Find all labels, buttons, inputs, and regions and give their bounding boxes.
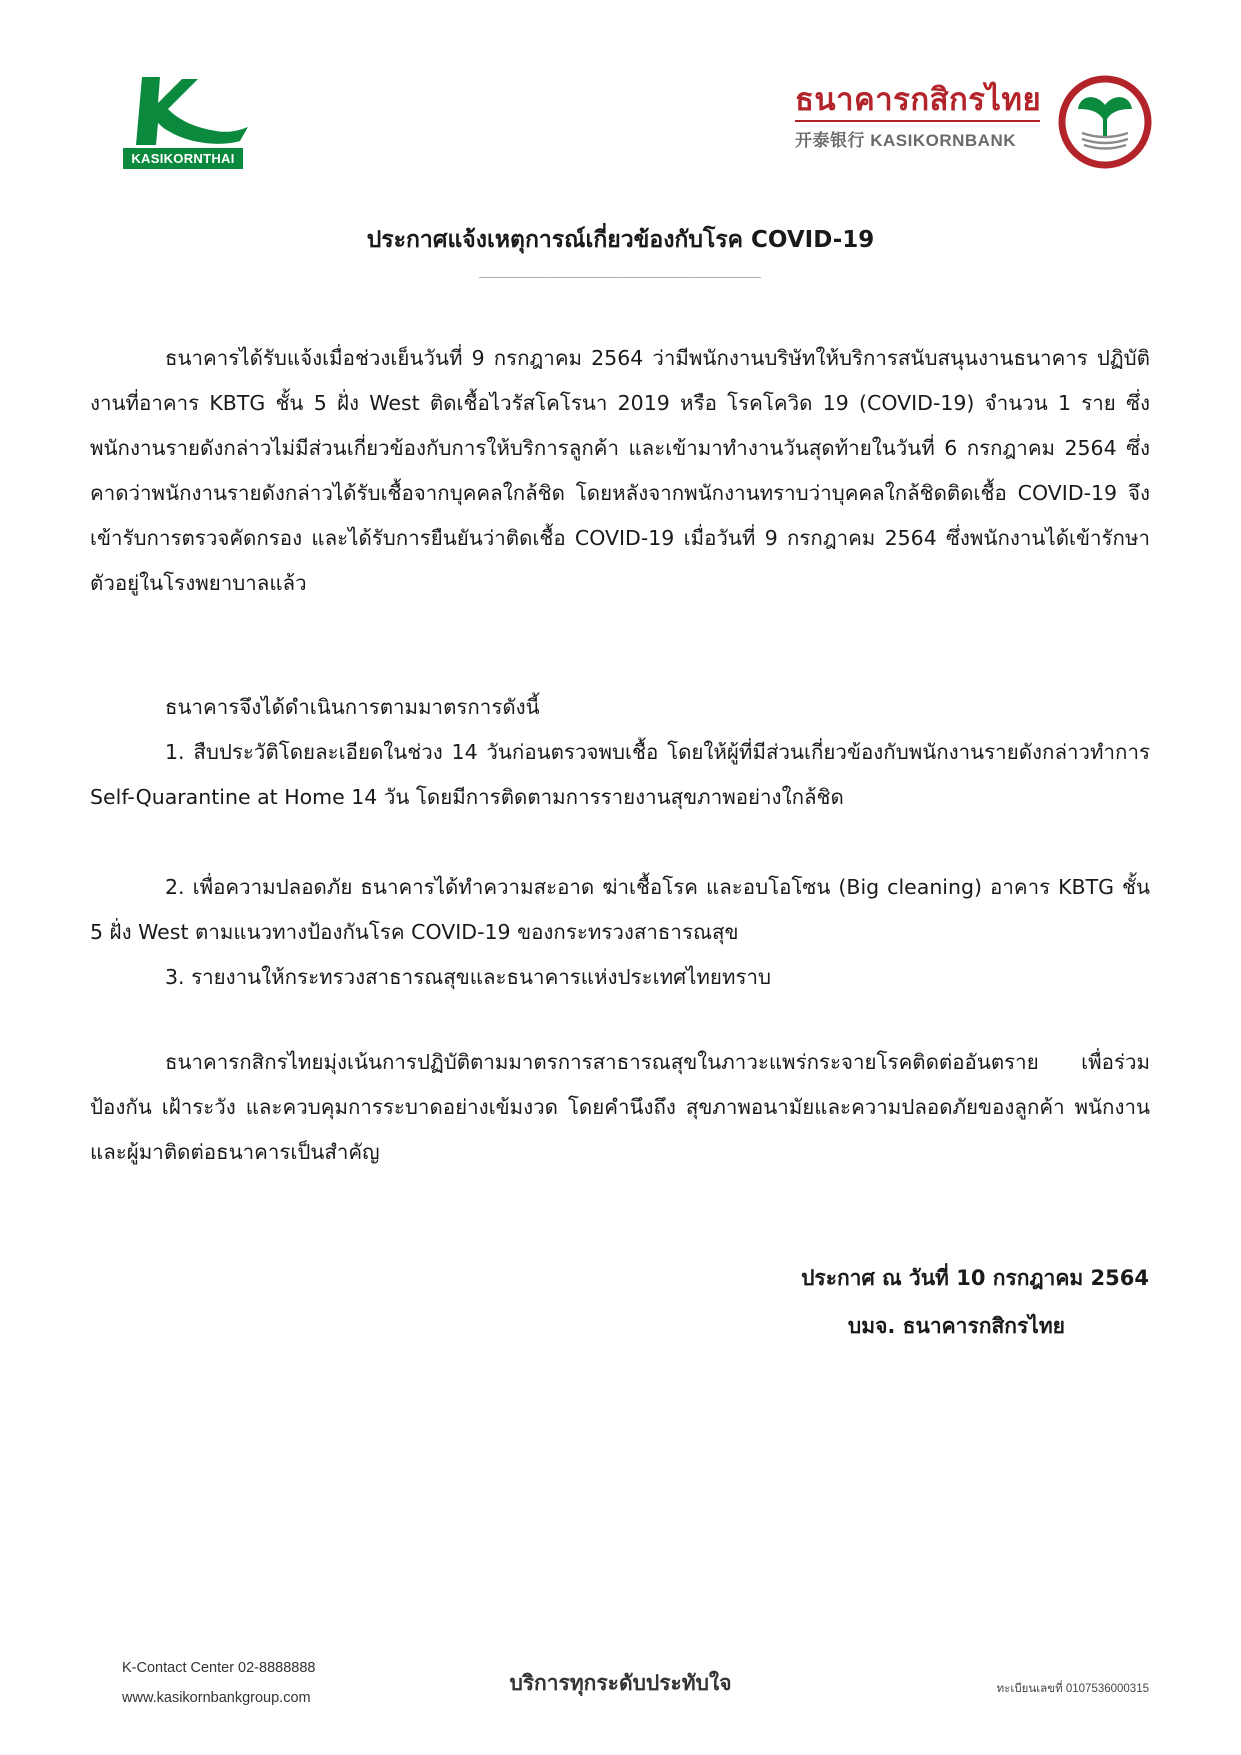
measure-item: 3. รายงานให้กระทรวงสาธารณสุขและธนาคารแห่งประเทศไทยทราบ [165, 965, 771, 989]
measure-item: 2. เพื่อความปลอดภัย ธนาคารได้ทำความสะอาด ฆ่าเชื้อโรค และอบโอโซน (Big cleaning) อาคาร KBTG ชั้น 5 ฝั่ง West ตามแนวทางป้องกันโรค COVID-19 ของกระทรวงสาธารณสุข [90, 875, 1150, 944]
k-mark-icon [120, 75, 250, 147]
website-link[interactable]: www.kasikornbankgroup.com [122, 1690, 311, 1706]
measure-item: 1. สืบประวัติโดยละเอียดในช่วง 14 วันก่อนตรวจพบเชื้อ โดยให้ผู้ที่มีส่วนเกี่ยวข้องกับพนักงานรายดังกล่าวทำการ Self-Quarantine at Home 14 วัน โดยมีการติดตามการรายงานสุขภาพอย่างใกล้ชิด [90, 740, 1150, 809]
registration-number: ทะเบียนเลขที่ 0107536000315 [996, 1683, 1149, 1695]
measures-heading: ธนาคารจึงได้ดำเนินการตามมาตรการดังนี้ [165, 695, 540, 719]
closing-paragraph: ธนาคารกสิกรไทยมุ่งเน้นการปฏิบัติตามมาตรการสาธารณสุขในภาวะแพร่กระจายโรคติดต่ออันตราย เพื่อร่วมป้องกัน เฝ้าระวัง และควบคุมการระบาดอย่างเข้มงวด โดยคำนึงถึง สุขภาพอนามัยและความปลอดภัยของลูกค้า พนักงาน และผู้มาติดต่อธนาคารเป็นสำคัญ [90, 1050, 1150, 1164]
incident-paragraph: ธนาคารได้รับแจ้งเมื่อช่วงเย็นวันที่ 9 กรกฎาคม 2564 ว่ามีพนักงานบริษัทให้บริการสนับสนุนงานธนาคาร ปฏิบัติงานที่อาคาร KBTG ชั้น 5 ฝั่ง West ติดเชื้อไวรัสโคโรนา 2019 หรือ โรคโควิด 19 (COVID-19) จำนวน 1 ราย ซึ่งพนักงานรายดังกล่าวไม่มีส่วนเกี่ยวข้องกับการให้บริการลูกค้า และเข้ามาทำงานวันสุดท้ายในวันที่ 6 กรกฎาคม 2564 ซึ่งคาดว่าพนักงานรายดังกล่าวได้รับเชื้อจากบุคคลใกล้ชิด โดยหลังจากพนักงานทราบว่าบุคคลใกล้ชิดติดเชื้อ COVID-19 จึงเข้ารับการตรวจคัดกรอง และได้รับการยืนยันว่าติดเชื้อ COVID-19 เมื่อวันที่ 9 กรกฎาคม 2564 ซึ่งพนักงานได้เข้ารักษาตัวอยู่ในโรงพยาบาลแล้ว [90, 346, 1150, 595]
footer-slogan: บริการทุกระดับประทับใจ [509, 1671, 732, 1695]
contact-center: K-Contact Center 02-8888888 [122, 1660, 316, 1676]
wordmark-divider [795, 120, 1040, 122]
bank-name-thai: ธนาคารกสิกรไทย [795, 82, 1042, 117]
kasikornthai-badge: KASIKORNTHAI [123, 148, 243, 169]
issuer-name: บมจ. ธนาคารกสิกรไทย [847, 1314, 1065, 1338]
kasikornthai-logo [120, 75, 250, 170]
bank-name-english: 开泰银行 KASIKORNBANK [795, 131, 1016, 150]
announcement-date: ประกาศ ณ วันที่ 10 กรกฎาคม 2564 [801, 1266, 1149, 1290]
kasikornbank-wordmark [795, 82, 1045, 152]
title-underline: _______________________________________ [479, 264, 761, 278]
announcement-title: ประกาศแจ้งเหตุการณ์เกี่ยวข้องกับโรค COVID-19 [366, 227, 875, 253]
kasikornbank-seal [1058, 75, 1152, 169]
rice-plant-seal-icon [1058, 75, 1152, 169]
